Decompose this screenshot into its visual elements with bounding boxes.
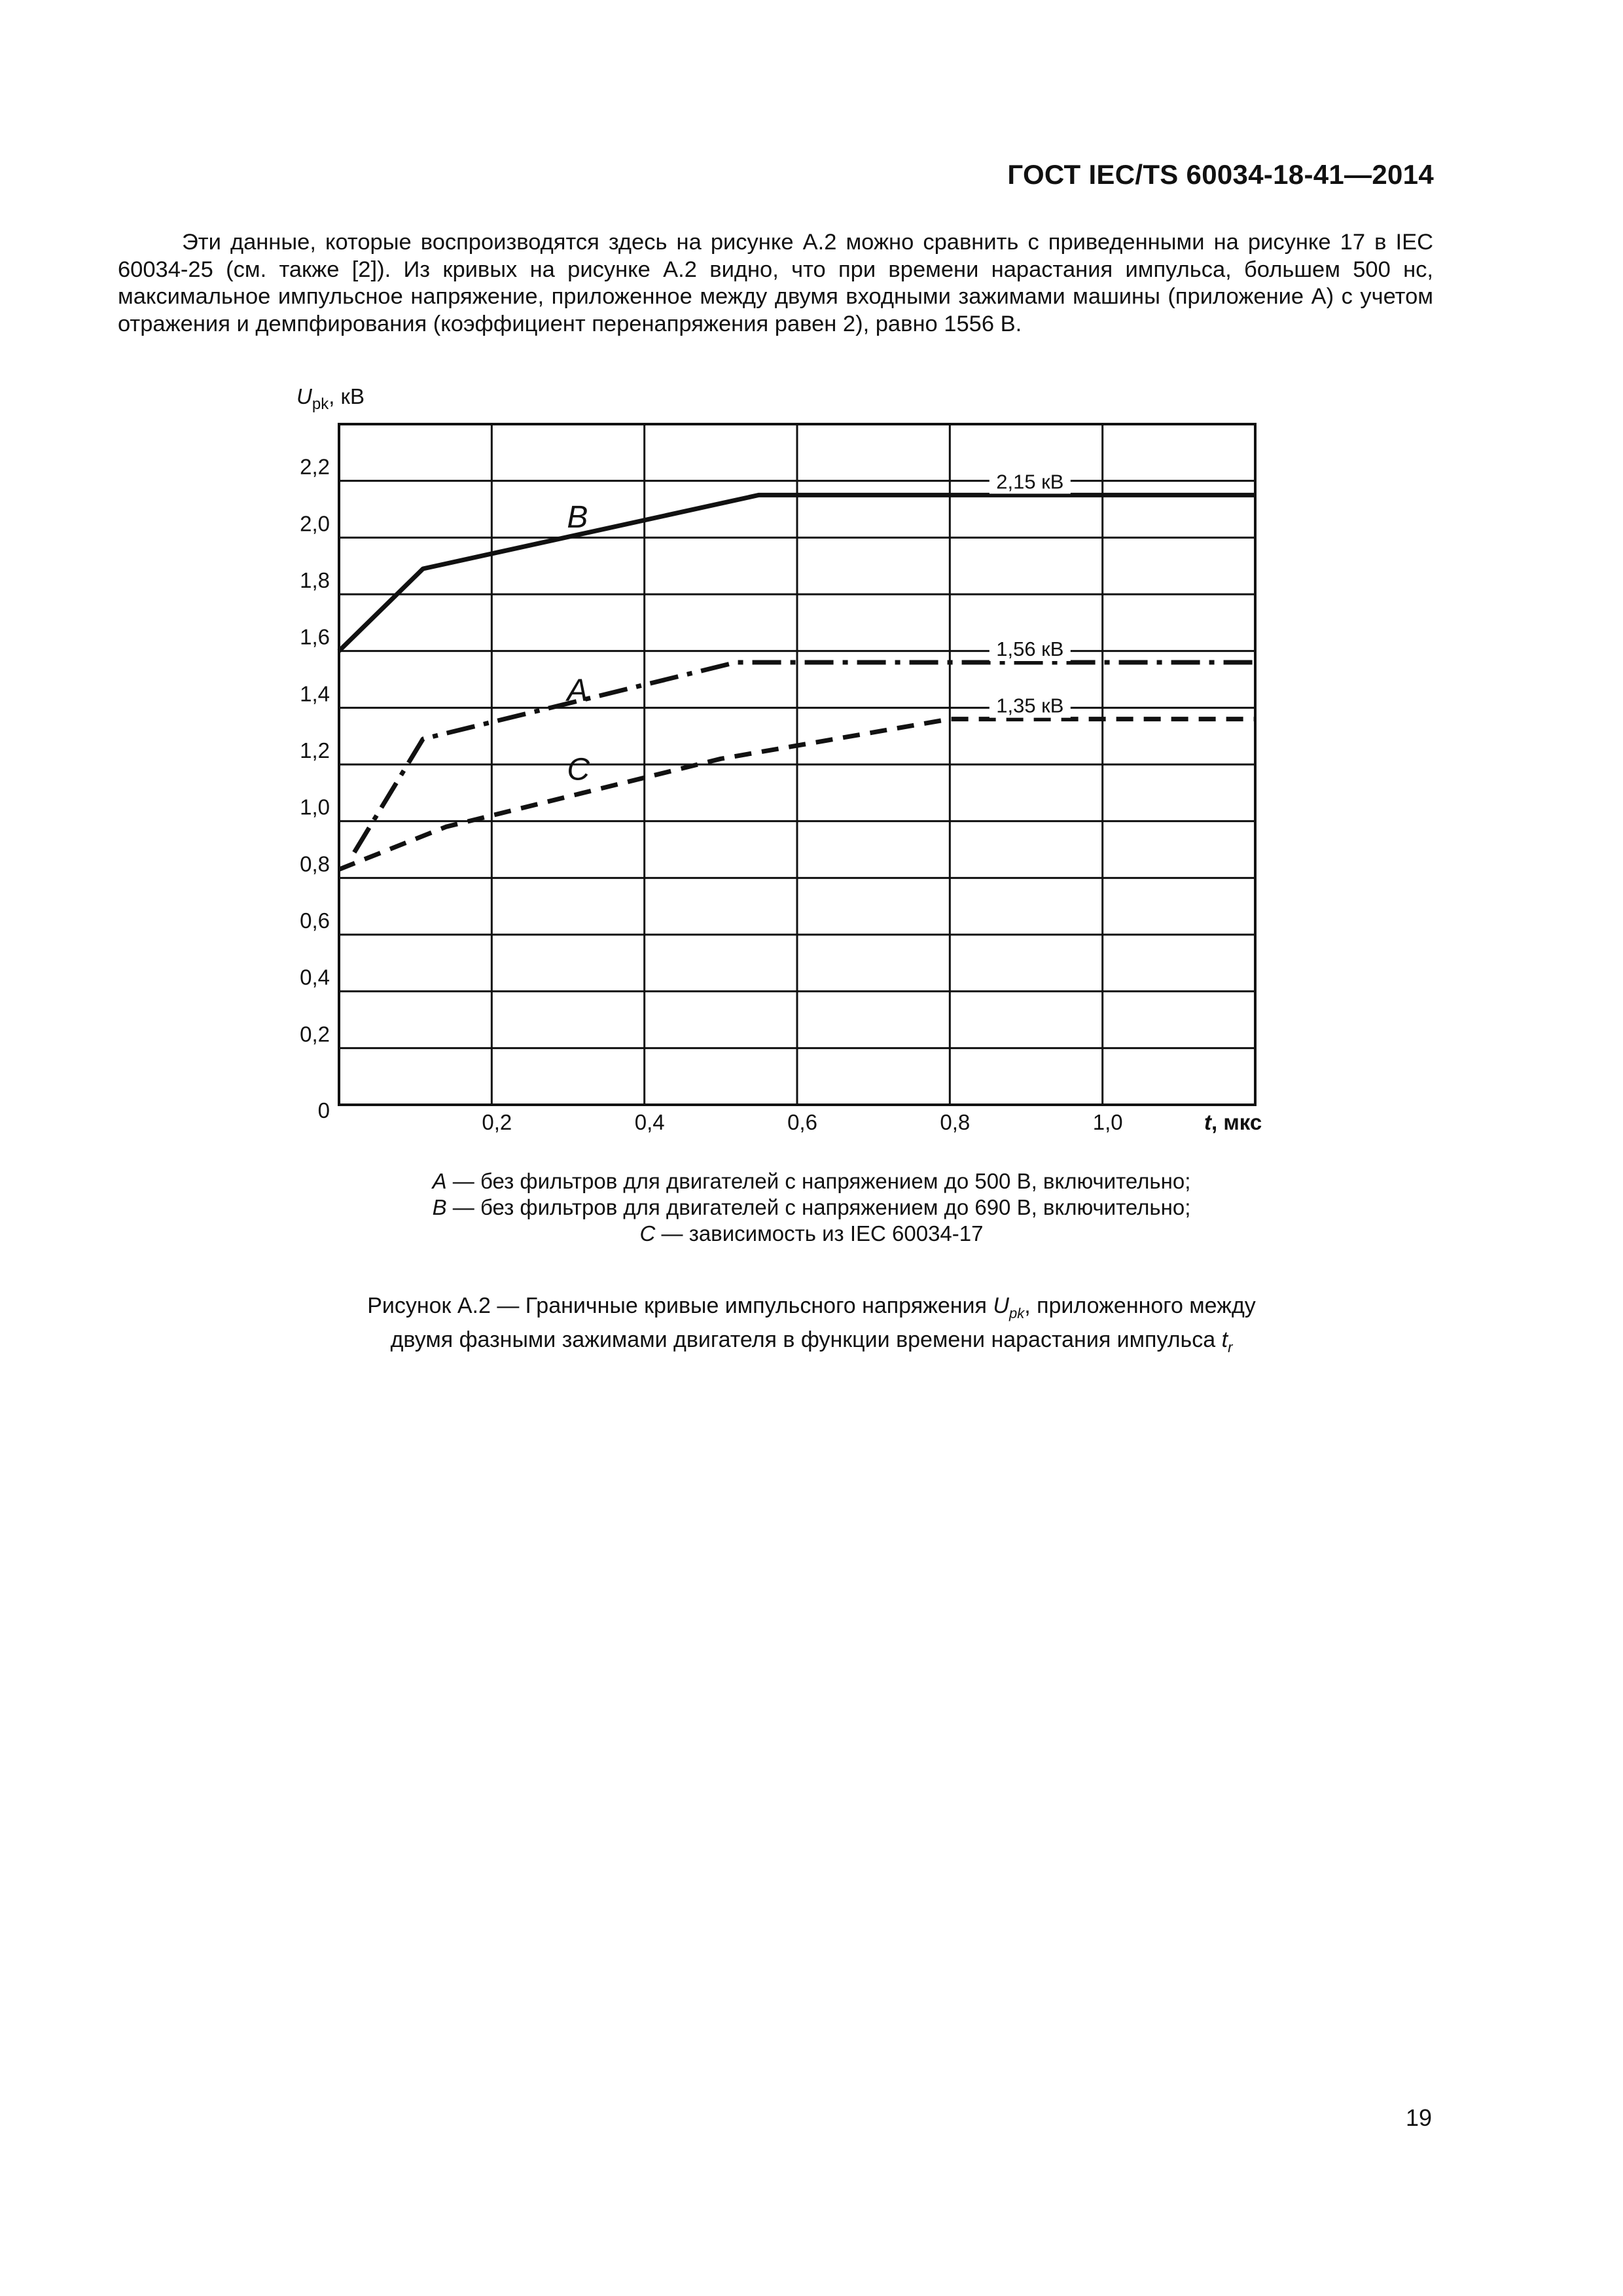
y-tick-label: 1,6	[300, 624, 330, 649]
x-axis-label: t, мкс	[1204, 1110, 1262, 1134]
series-value-label: 1,56 кВ	[996, 637, 1064, 660]
series-name-label: C	[567, 752, 590, 787]
series-name-label: A	[567, 673, 588, 708]
caption-line-2: двумя фазными зажимами двигателя в функции времени нарастания импульса $t_r$	[390, 1327, 1233, 1355]
y-tick-label: 2,2	[300, 454, 330, 479]
y-tick-label: 0,8	[300, 852, 330, 876]
intro-text: Эти данные, которые воспроизводятся здесь на рисунке А.2 можно сравнить с приведенными на рисунке 17 в IEC 60034-25 (см. также [2]). Из кривых на рисунке А.2 видно, что при времени нарастания импульса, большем 500 нс, максимальное импульсное напряжение, приложенное между двумя входными зажимами машины (приложение А) с учетом отражения и демпфирования (коэффициент перенапряжения равен 2), равно 1556 В.	[118, 230, 1433, 336]
chart-grid	[339, 424, 1255, 1105]
x-tick-label: 0,2	[482, 1110, 512, 1134]
figure-legend	[0, 1168, 1623, 1247]
y-tick-label: 2,0	[300, 511, 330, 536]
series-value-label: 2,15 кВ	[996, 470, 1064, 493]
y-tick-label: 0,2	[300, 1022, 330, 1047]
figure-caption	[0, 1293, 1623, 1361]
y-tick-label: 0,6	[300, 908, 330, 933]
series-value-label: 1,35 кВ	[996, 694, 1064, 717]
page-number: 19	[1405, 2104, 1432, 2131]
x-tick-label: 0,6	[787, 1110, 817, 1134]
legend-item-c: C — зависимость из IEC 60034-17	[639, 1221, 984, 1246]
y-axis-label: $U_{pk}$, кВ	[296, 384, 365, 413]
legend-item-a: A — без фильтров для двигателей с напряжением до 500 В, включительно;	[432, 1169, 1191, 1193]
y-tick-label: 0	[317, 1098, 330, 1122]
y-tick-label: 1,4	[300, 681, 330, 706]
x-tick-label: 0,8	[940, 1110, 971, 1134]
document-header: ГОСТ IEC/TS 60034-18-41—2014	[1007, 159, 1434, 190]
series-line-a	[354, 662, 1255, 852]
y-tick-label: 1,0	[300, 795, 330, 819]
y-tick-label: 1,8	[300, 568, 330, 592]
y-tick-label: 0,4	[300, 965, 330, 990]
y-tick-label: 1,2	[300, 738, 330, 762]
series-name-label: B	[567, 500, 588, 535]
x-tick-label: 0,4	[634, 1110, 665, 1134]
x-tick-label: 1,0	[1092, 1110, 1123, 1134]
legend-item-b: B — без фильтров для двигателей с напряжением до 690 В, включительно;	[432, 1195, 1191, 1219]
caption-line-1: Рисунок А.2 — Граничные кривые импульсного напряжения $U_{pk}$, приложенного между	[367, 1293, 1256, 1321]
